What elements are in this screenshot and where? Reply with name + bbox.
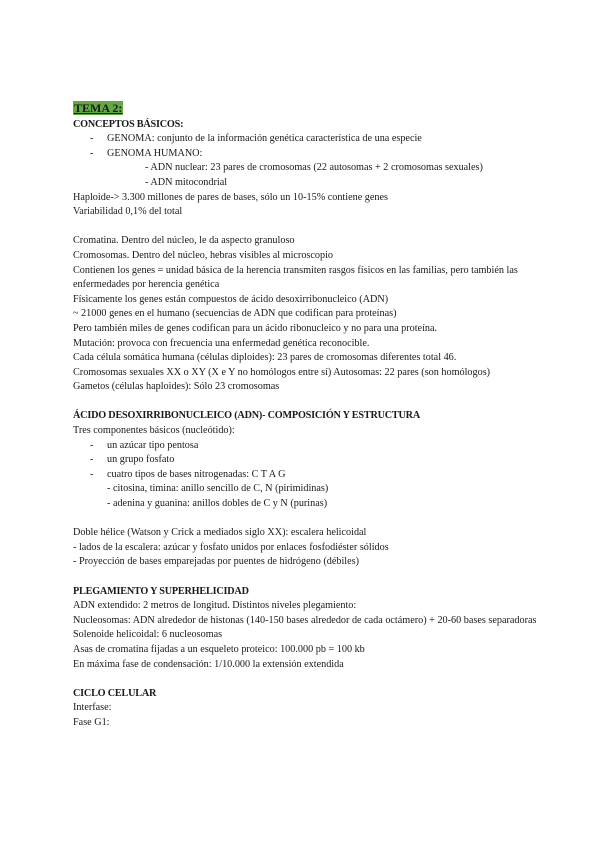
bullet-list (73, 132, 543, 161)
list-item: - un grupo fosfato (73, 453, 543, 468)
text-line: Cromatina. Dentro del núcleo, le da aspecto granuloso (73, 235, 295, 247)
text-line: - Proyección de bases emparejadas por puentes de hidrógeno (débiles) (73, 556, 359, 568)
spacer (73, 395, 543, 410)
text-line: Doble hélice (Watson y Crick a mediados siglo XX): escalera helicoidal (73, 527, 367, 539)
spacer (73, 570, 543, 585)
sub-list-item: - citosina, timina: anillo sencillo de C, N (pirimidinas) (107, 483, 329, 495)
text-line: Cromosomas sexuales XX o XY (X e Y no homólogos entre sí) Autosomas: 22 pares (son homólogos) (73, 366, 491, 378)
text-line: Asas de cromatina fijadas a un esqueleto proteico: 100.000 pb = 100 kb (73, 643, 365, 655)
document-body (73, 101, 543, 731)
section-ciclo-celular (73, 687, 543, 731)
text-line: Cromosomas. Dentro del núcleo, hebras visibles al microscopio (73, 249, 334, 261)
section-heading: PLEGAMIENTO Y SUPERHELICIDAD (73, 585, 249, 597)
text-line: Tres componentes básicos (nucleótido): (73, 425, 235, 437)
section-conceptos-basicos (73, 118, 543, 220)
text-line: En máxima fase de condensación: 1/10.000 la extensión extendida (73, 658, 344, 670)
text-line: - lados de la escalera: azúcar y fosfato unidos por enlaces fosfodiéster sólidos (73, 541, 389, 553)
sub-list-item: - adenina y guanina: anillos dobles de C y N (purinas) (107, 498, 328, 510)
list-item: - un azúcar tipo pentosa (73, 439, 543, 454)
spacer (73, 512, 543, 527)
text-line: Gametos (células haploides): Sólo 23 cromosomas (73, 381, 280, 393)
list-item: - GENOMA: conjunto de la información genética característica de una especie (73, 132, 543, 147)
list-item: - GENOMA HUMANO: (73, 147, 543, 162)
text-line: Nucleosomas: ADN alrededor de histonas (140-150 bases alrededor de cada octámero) + 20-60 bases separadoras (73, 614, 537, 626)
text-line: Cada célula somática humana (células diploides): 23 pares de cromosomas diferentes total 46. (73, 352, 457, 364)
section-heading: CICLO CELULAR (73, 687, 157, 699)
sub-list-item: - ADN mitocondrial (145, 176, 228, 188)
section-cromatina (73, 234, 543, 395)
text-line: Contienen los genes = unidad básica de la herencia transmiten rasgos físicos en las familias, pero también las enfermedades por herencia genética (73, 264, 518, 291)
text-line: Solenoide helicoidal: 6 nucleosomas (73, 629, 223, 641)
section-plegamiento (73, 585, 543, 673)
spacer (73, 220, 543, 235)
text-line: ADN extendido: 2 metros de longitud. Distintos niveles plegamiento: (73, 600, 357, 612)
section-heading: ÁCIDO DESOXIRRIBONUCLEICO (ADN)- COMPOSICIÓN Y ESTRUCTURA (73, 410, 420, 422)
bullet-list (73, 439, 543, 483)
text-line: Interfase: (73, 702, 112, 714)
text-line: Pero también miles de genes codifican para un ácido ribonucleico y no para una proteína. (73, 322, 438, 334)
text-line: ~ 21000 genes en el humano (secuencias de ADN que codifican para proteínas) (73, 308, 397, 320)
sub-list-item: - ADN nuclear: 23 pares de cromosomas (22 autosomas + 2 cromosomas sexuales) (145, 162, 483, 174)
text-line: Mutación: provoca con frecuencia una enfermedad genética reconocible. (73, 337, 370, 349)
text-line: Haploide-> 3.300 millones de pares de bases, sólo un 10-15% contiene genes (73, 191, 388, 203)
section-heading: CONCEPTOS BÁSICOS: (73, 118, 184, 130)
spacer (73, 672, 543, 687)
chapter-title: TEMA 2: (74, 101, 123, 115)
list-item: - cuatro tipos de bases nitrogenadas: C T A G (73, 468, 543, 483)
text-line: Físicamente los genes están compuestos de ácido desoxirribonucleico (ADN) (73, 293, 389, 305)
text-line: Fase G1: (73, 716, 110, 728)
text-line: Variabilidad 0,1% del total (73, 206, 183, 218)
section-adn (73, 409, 543, 570)
